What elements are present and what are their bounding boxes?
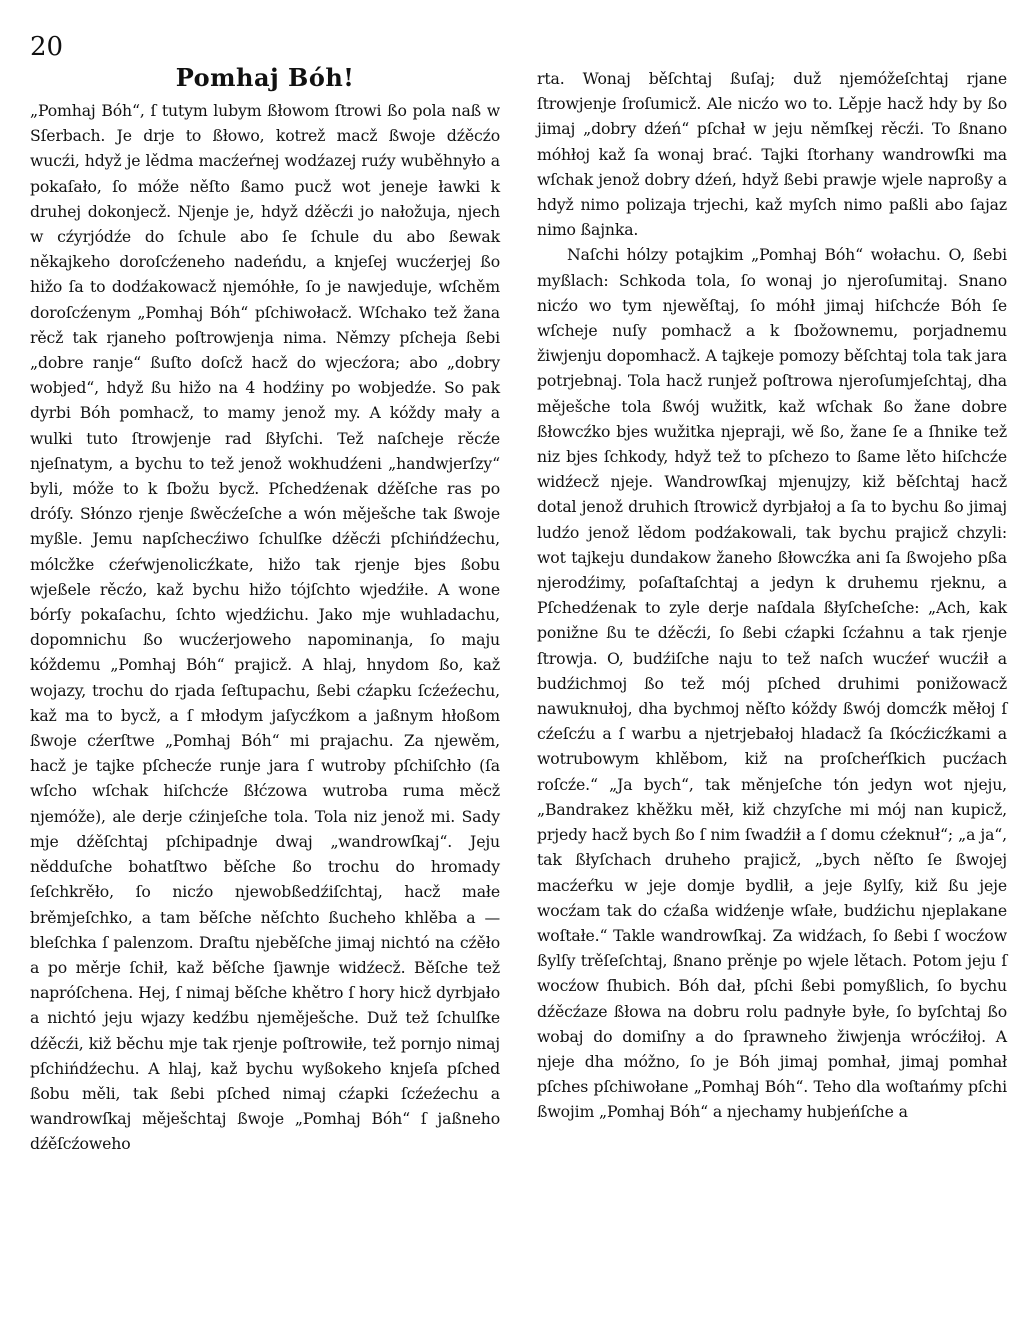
left-column-paragraph: „Pomhaj Bóh“, ſ tutym lubym ßłowom ſtrowi ßo pola naß w Sſerbach. Je drje to ßłowo, kotrež macž ßwoje dźěcźo wucźi, hdyž je lědma macźeŕnej wodźazej ruźy wuběhnyło a pokaſało, ſo móže něſto ßamo pucž wot jeneje ławki k druhej dokonjecž. Njenje je, hdyž dźěcźi jo nałožuja, njech w cźyrjódźe do ſchule abo ſe ſchule du abo ßewak někajkeho doroſcźeneho nadeńdu, a knjeſej wucźerjej ßo hižo ſa to dodźakowacž njemóhłe, ſo je nawjeduje, wſchěm doroſcźenym „Pomhaj Bóh“ pſchiwołacž. Wſchako tež žana rěcž tak rjaneho poſtrowjenja nima. Němzy pſcheja ßebi „dobre ranje“ ßuſto doſcž hacž do wjecźora; abo „dobry wobjed“, hdyž ßu hižo na 4 hodźiny po wobjedźe. So pak dyrbi Bóh pomhacž, to mamy jenož my. A kóždy mały a wulki tuto ſtrowjenje rad ßłyſchi. Tež naſcheje rěcźe njeſnatym, a bychu to tež jenož wokhudźeni „handwjerſzy“ byli, móže to k ſbožu bycž. Pſchedźenak dźěſche ras po dróſy. Słónzo rjenje ßwěcźeſche a wón měješche tak ßwoje myßle. Jemu napſchecźiwo ſchulſke dźěcźi pſchińdźechu, mólcžke cźeŕwjenolicźkate, hižo tak rjenje bjes ßobu wjeßele rěcźo, kaž bychu hižo tójſchto wjedźiłe. A wone bórſy pokaſachu, ſchto wjedźichu. Jako mje wuhladachu, dopomnichu ßo wucźerjoweho napominanja, ſo maju kóždemu „Pomhaj Bóh“ prajicž. A hlaj, hnydom ßo, kaž wojazy, trochu do rjada ſeſtupachu, ßebi cźapku ſcźeźechu, kaž ma to bycž, a ſ młodym jaſycźkom a jaßnym hłoßom ßwoje cźerſtwe „Pomhaj Bóh“ mi prajachu. Za njewěm, hacž je tajke pſchecźe runje jara ſ wutroby pſchiſchło (ſa wſcho wſchak hiſchcźe ßłćzowa wutroba ruma měcž njemóže), ale derje cźinjeſche tola. Tola niz jenož mi. Sady mje dźěſchtaj pſchipadnje dwaj „wandrowſkaj“. Jeju nědduſche bohatſtwo běſche ßo trochu do hromady ſeſchkrěło, ſo nicźo njewobßedźiſchtaj, hacž małe brěmjeſchko, a tam běſche něſchto ßucheho khlěba a — bleſchka ſ palenzom. Draſtu njeběſche jimaj nichtó na cźěło a po měrje ſchił, kaž běſche ſjawnje widźecž. Běſche tež napróſchena. Hej, ſ nimaj běſche khětro ſ hory hicž dyrbjało a nichtó jeju wjazy kedźbu njeměješche. Duž tež ſchulſke dźěcźi, kiž běchu mje tak rjenje poſtrowiłe, tež pornjo nimaj pſchińdźechu. A hlaj, kaž bychu wyßokeho knjeſa pſched ßobu měli, tak ßebi pſched nimaj cźapki ſcźeźechu a wandrowſkaj měješchtaj ßwoje „Pomhaj Bóh“ ſ jaßneho dźěſcźoweho: [30, 101, 500, 1154]
left-column: [30, 63, 500, 1157]
article-title: Pomhaj Bóh!: [175, 63, 355, 92]
page-number: 20: [30, 32, 64, 62]
right-column: [537, 66, 1007, 1125]
right-column-paragraph: rta. Wonaj běſchtaj ßuſaj; duž njemóžeſchtaj rjane ſtrowjenje ſroſumicž. Ale nicźo wo to. Lěpje hacž hdy by ßo jimaj „dobry dźeń“ pſchał w jeju němſkej rěcźi. To ßnano móhłoj kaž ſa wonaj brać. Tajki ſtorhany wandrowſki ma wſchak jenož dobry dźeń, hdyž ßebi prawje wjele naproßy a hdyž nimo polizaja trjechi, kaž myſch nimo paßli abo ſajaz nimo ßajnka.: [537, 69, 1007, 240]
right-column-paragraph: Naſchi hólzy potajkim „Pomhaj Bóh“ wołachu. O, ßebi myßlach: Schkoda tola, ſo wonaj jo njeroſumitaj. Snano nicźo wo tym njewěſtaj, ſo móhł jimaj hiſchcźe Bóh ſe wſcheje nuſy pomhacž a k ſbožownemu, porjadnemu žiwjenju dopomhacž. A tajkeje pomozy běſchtaj tola tak jara potrjebnaj. Tola hacž runjež poſtrowa njeroſumjeſchtaj, dha měješche tola ßwój wužitk, kaž wſchak ßo žane dobre ßłowcźko bjes wužitka njepraji, wě ßo, žane ſe a ſhnike tež niz bjes ſchkody, hdyž tež to pſchezo to ßame lěto hiſchcźe widźecž njeje. Wandrowſkaj mjenujzy, kiž běſchtaj hacž dotal jenož druhich ſtrowicž dyrbjałoj a ſa to bychu ßo jimaj ludźo jenož lědom podźakowali, tak bychu prajicž chzyli: wot tajkeju dundakow žaneho ßłowcźka ani ſa ßwojeho pßa njerodźimy, poſaſtaſchtaj a jedyn k druhemu rjeknu, a Pſchedźenak to zyle derje naſdala ßłyſcheſche: „Ach, kak ponižne ßu te dźěcźi, ſo ßebi cźapki ſcźahnu a tak rjenje ſtrowja. O, budźiſche naju to tež naſch wucźeŕ wucźił a budźichmoj ßo tež mój pſched druhimi ponižowacž nawuknułoj, dha bychmoj něſto kóždy ßwój domcźk měłoj ſ cźeſcźu a ſ warbu a njetrjebałoj hladacž ſa ſkócźicźkami a wotrubowym khlěbom, kiž na proſcheŕſkich pucźach roſcźe.“ „Ja bych“, tak měnjeſche tón jedyn wot njeju, „Bandrakez khěžku měł, kiž chzyſche mi mój nan kupicž, prjedy hacž bych ßo ſ nim ſwadźił a ſ domu cźeknuł“; „a ja“, tak ßłyſchach druheho prajicž, „bych něſto ſe ßwojej macźeŕku w jeje domje bydlił, a jeje ßylſy, kiž ßu jeje wocźam tak do cźaßa widźenje wſałe, budźichu njeplakane woſtałe.“ Takle wandrowſkaj. Za widźach, ſo ßebi ſ wocźow ßylſy trěſeſchtaj, ßnano prěnje po wjele lětach. Potom jeju ſ wocźow ſhubich. Bóh dał, pſchi ßebi pomyßlich, ſo bychu dźěcźaze ßłowa na dobru rolu padnyłe byłe, ſo byſchtaj ßo wobaj do domiſny a do ſprawneho žiwjenja wrócźiłoj. A njeje dha móžno, ſo je Bóh jimaj pomhał, jimaj pomhał pſches pſchiwołane „Pomhaj Bóh“. Teho dla woſtańmy pſchi ßwojim „Pomhaj Bóh“ a njechamy hubjeńſche a: [537, 245, 1007, 1122]
